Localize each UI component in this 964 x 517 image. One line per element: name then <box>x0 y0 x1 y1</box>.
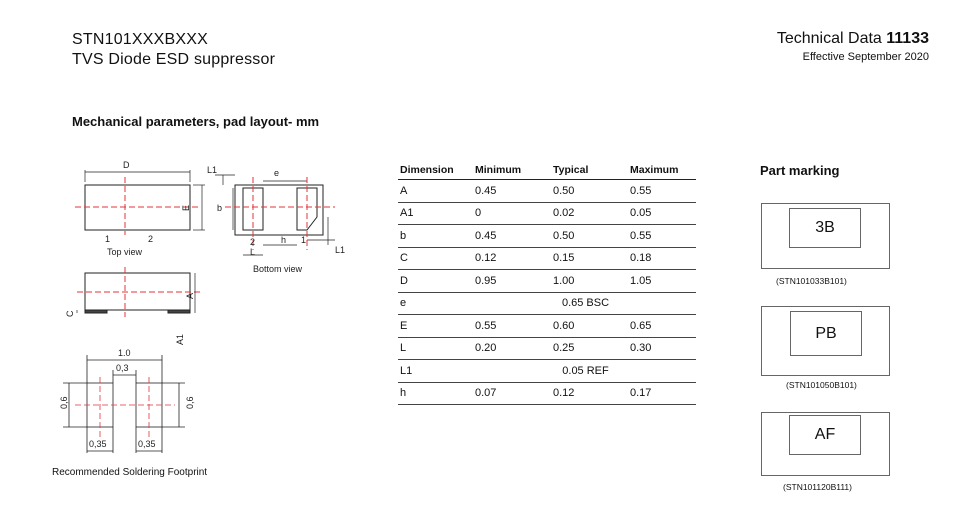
table-header-row <box>398 163 696 180</box>
label-A: A <box>185 292 195 299</box>
cell-dimension: e <box>398 292 473 315</box>
cell-minimum: 0.20 <box>473 337 551 360</box>
label-bottom-view: Bottom view <box>253 264 303 274</box>
cell-dimension: b <box>398 225 473 248</box>
effective-date: Effective September 2020 <box>802 51 929 63</box>
cell-dimension: A1 <box>398 202 473 225</box>
table-row <box>398 180 696 203</box>
cell-dimension: C <box>398 247 473 270</box>
cell-minimum: 0.45 <box>473 225 551 248</box>
label-L1-side: L1 <box>335 245 346 255</box>
label-h: h <box>281 235 287 245</box>
footprint-caption: Recommended Soldering Footprint <box>52 467 208 478</box>
header-maximum: Maximum <box>628 163 696 180</box>
cell-typical: 0.02 <box>551 202 628 225</box>
bottom-view <box>215 175 335 255</box>
technical-data-number: 11133 <box>886 30 929 47</box>
label-A1: A1 <box>175 333 185 345</box>
part-marking-label: PB <box>790 311 862 356</box>
cell-maximum: 1.05 <box>628 270 696 293</box>
cell-typical: 0.12 <box>551 382 628 405</box>
cell-minimum: 0.07 <box>473 382 551 405</box>
part-number: STN101XXXBXXX <box>72 31 208 48</box>
table-row <box>398 337 696 360</box>
label-e: e <box>274 168 280 178</box>
label-pin2-top: 2 <box>148 234 154 244</box>
label-fp-height-left: 0,6 <box>59 396 69 409</box>
cell-dimension: L1 <box>398 360 473 383</box>
table-row <box>398 360 696 383</box>
cell-maximum: 0.17 <box>628 382 696 405</box>
label-D: D <box>123 160 130 170</box>
label-L1-top: L1 <box>207 165 218 175</box>
technical-data <box>777 30 929 48</box>
label-fp-height-right: 0,6 <box>185 396 195 409</box>
label-pin1-bottom: 1 <box>301 235 307 245</box>
part-marking-code: (STN101033B101) <box>776 276 847 286</box>
table-row <box>398 270 696 293</box>
cell-maximum: 0.65 <box>628 315 696 338</box>
cell-maximum: 0.30 <box>628 337 696 360</box>
cell-dimension: A <box>398 180 473 203</box>
cell-dimension: E <box>398 315 473 338</box>
label-b: b <box>217 203 223 213</box>
cell-typical: 0.60 <box>551 315 628 338</box>
cell-minimum: 0.55 <box>473 315 551 338</box>
table-body <box>398 180 696 405</box>
table-row <box>398 292 696 315</box>
cell-typical: 0.25 <box>551 337 628 360</box>
label-fp-pad-left: 0,35 <box>89 439 107 449</box>
cell-dimension: D <box>398 270 473 293</box>
cell-maximum: 0.18 <box>628 247 696 270</box>
top-view <box>75 170 205 235</box>
technical-data-label: Technical Data <box>776 30 882 47</box>
cell-typical: 0.50 <box>551 180 628 203</box>
label-pin2-bottom: 2 <box>250 237 256 247</box>
header-minimum: Minimum <box>473 163 551 180</box>
cell-span-value: 0.05 REF <box>473 360 696 383</box>
cell-span-value: 0.65 BSC <box>473 292 696 315</box>
label-L: L <box>250 247 256 257</box>
cell-typical: 0.15 <box>551 247 628 270</box>
part-marking-code: (STN101050B101) <box>786 380 857 390</box>
cell-dimension: L <box>398 337 473 360</box>
mechanical-drawing <box>45 155 365 470</box>
cell-maximum: 0.05 <box>628 202 696 225</box>
cell-maximum: 0.55 <box>628 180 696 203</box>
cell-minimum: 0.12 <box>473 247 551 270</box>
cell-maximum: 0.55 <box>628 225 696 248</box>
cell-dimension: h <box>398 382 473 405</box>
cell-typical: 0.50 <box>551 225 628 248</box>
part-marking-label: AF <box>789 415 861 455</box>
label-pin1-top: 1 <box>105 234 111 244</box>
table-row <box>398 315 696 338</box>
table-row <box>398 247 696 270</box>
table-row <box>398 382 696 405</box>
table-row <box>398 225 696 248</box>
part-marking-title: Part marking <box>760 163 840 178</box>
label-fp-pad-right: 0,35 <box>138 439 156 449</box>
table-row <box>398 202 696 225</box>
part-marking-label: 3B <box>789 208 861 248</box>
part-marking-code: (STN101120B111) <box>783 482 852 492</box>
cell-minimum: 0 <box>473 202 551 225</box>
label-top-view: Top view <box>107 247 143 257</box>
dimension-table <box>398 163 696 405</box>
product-name: TVS Diode ESD suppressor <box>72 51 276 68</box>
side-view <box>77 267 200 317</box>
bottom-view-body <box>235 185 323 235</box>
header-typical: Typical <box>551 163 628 180</box>
cell-minimum: 0.95 <box>473 270 551 293</box>
label-fp-gap: 0,3 <box>116 363 129 373</box>
label-fp-width: 1.0 <box>118 348 131 358</box>
cell-typical: 1.00 <box>551 270 628 293</box>
label-E: E <box>181 204 191 211</box>
header-dimension: Dimension <box>398 163 473 180</box>
cell-minimum: 0.45 <box>473 180 551 203</box>
section-title: Mechanical parameters, pad layout- mm <box>72 114 320 129</box>
label-C: C <box>65 310 75 317</box>
